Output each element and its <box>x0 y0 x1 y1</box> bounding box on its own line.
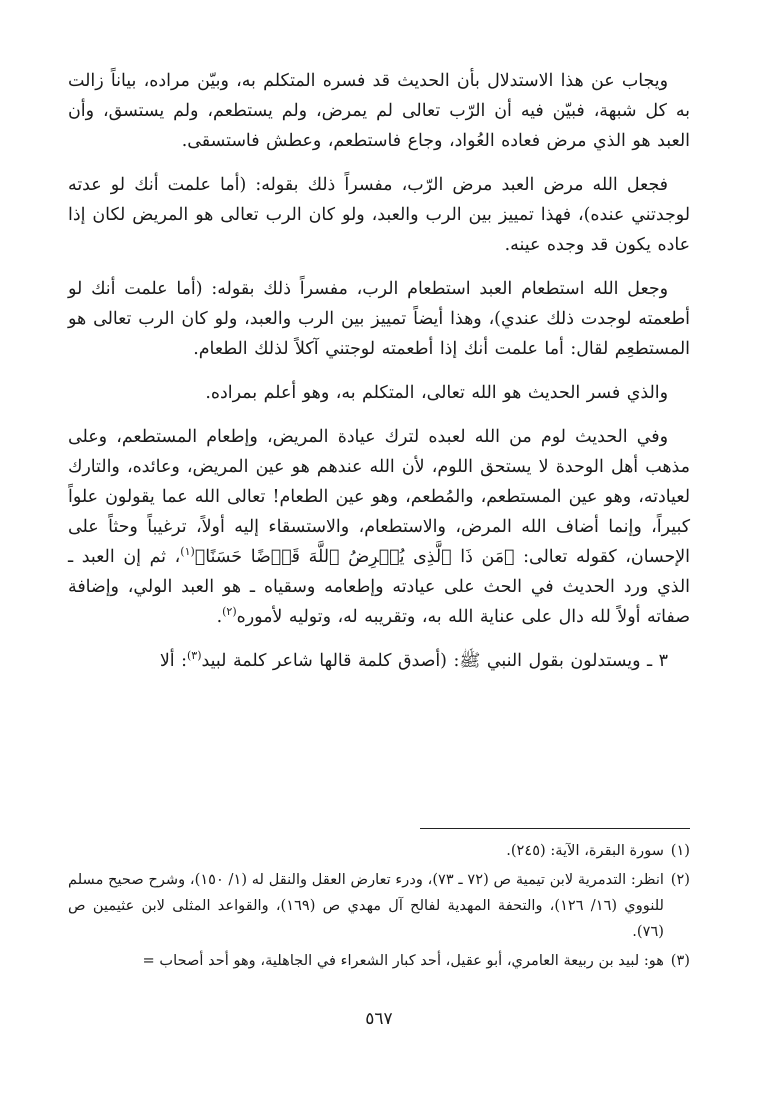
paragraph-5-end: . <box>216 607 223 627</box>
footnote-ref-3: (٣) <box>186 649 202 663</box>
paragraph-5-text: وفي الحديث لوم من الله لعبده لترك عيادة المريض، وإطعام المستطعم، وعلى مذهب أهل الوحدة لا يستحق اللوم، لأن الله عندهم هو عين المريض، وعائده، والتارك لعيادته، وهو عين المستطعم، والمُطعم، وهو عين الطعام! تعالى الله عما يقولون علواً كبيراً، وإنما أضاف الله المرض، والاستطعام، والاستسقاء إليه أولاً، ترغيباً وحثاً على الإحسان، كقوله تعالى: ﴿مَن ذَا ٱلَّذِى يُقۡرِضُ ٱللَّهَ قَرۡضًا حَسَنًا﴾ <box>68 427 691 567</box>
footnote-ref-2: (٢) <box>222 605 237 619</box>
paragraph-5 <box>68 422 690 632</box>
footnote-2-number: (٢) <box>670 871 690 888</box>
footnote-3-text: هو: لبيد بن ربيعة العامري، أبو عقيل، أحد كبار الشعراء في الجاهلية، وهو أحد أصحاب = <box>142 952 664 969</box>
footnote-1 <box>68 838 690 864</box>
body-text <box>68 66 690 684</box>
footnote-3 <box>68 948 690 974</box>
paragraph-2: فجعل الله مرض العبد مرض الرّب، مفسراً ذلك بقوله: (أما علمت أنك لو عدته لوجدتني عنده)، فهذا تمييز بين الرب والعبد، ولو كان الرب تعالى هو المريض لكان إذا عاده يكون قد وجده عينه. <box>68 175 690 255</box>
footnotes <box>68 838 690 977</box>
paragraph-6-end: : ألا <box>159 651 187 671</box>
paragraph-4: والذي فسر الحديث هو الله تعالى، المتكلم به، وهو أعلم بمراده. <box>205 383 668 403</box>
footnote-separator <box>420 828 690 829</box>
paragraph-6 <box>68 646 690 676</box>
book-page <box>0 66 758 1101</box>
page-number: ٥٦٧ <box>365 1009 393 1029</box>
paragraph-6-text: ٣ ـ ويستدلون بقول النبي ﷺ: (أصدق كلمة قالها شاعر كلمة لبيد <box>201 651 668 671</box>
paragraph-3: وجعل الله استطعام العبد استطعام الرب، مفسراً ذلك بقوله: (أما علمت أنك لو أطعمته لوجدت ذلك عندي)، وهذا أيضاً تمييز بين الرب والعبد، ولو كان الرب تعالى هو المستطعِم لقال: أما علمت أنك إذا أطعمته لوجتني آكلاً لذلك الطعام. <box>68 279 690 359</box>
footnote-ref-1: (١) <box>180 545 195 559</box>
footnote-1-number: (١) <box>670 842 690 859</box>
footnote-1-text: سورة البقرة، الآية: (٢٤٥). <box>506 842 664 859</box>
footnote-3-number: (٣) <box>670 952 690 969</box>
paragraph-1: ويجاب عن هذا الاستدلال بأن الحديث قد فسره المتكلم به، وبيّن مراده، بياناً زالت به كل شبهة، فبيّن فيه أن الرّب تعالى لم يمرض، ولم يستطعم، ولم يستسق، وأن العبد هو الذي مرض فعاده العُواد، وجاع فاستطعم، وعطش فاستسقى. <box>68 71 690 151</box>
paragraph-5-cont: ، ثم إن العبد ـ الذي ورد الحديث في الحث على عيادته وإطعامه وسقياه ـ هو العبد الولي، وإضافة صفاته أولاً لله دال على عناية الله به، وتقريبه له، وتوليه لأموره <box>68 547 690 627</box>
footnote-2-text: انظر: التدمرية لابن تيمية ص (٧٢ ـ ٧٣)، ودرء تعارض العقل والنقل له (١/ ١٥٠)، وشرح صحيح مسلم للنووي (١٦/ ١٢٦)، والتحفة المهدية لفالح آل مهدي ص (١٦٩)، والقواعد المثلى لابن عثيمين ص (٧٦). <box>68 871 665 940</box>
footnote-2 <box>68 867 690 945</box>
